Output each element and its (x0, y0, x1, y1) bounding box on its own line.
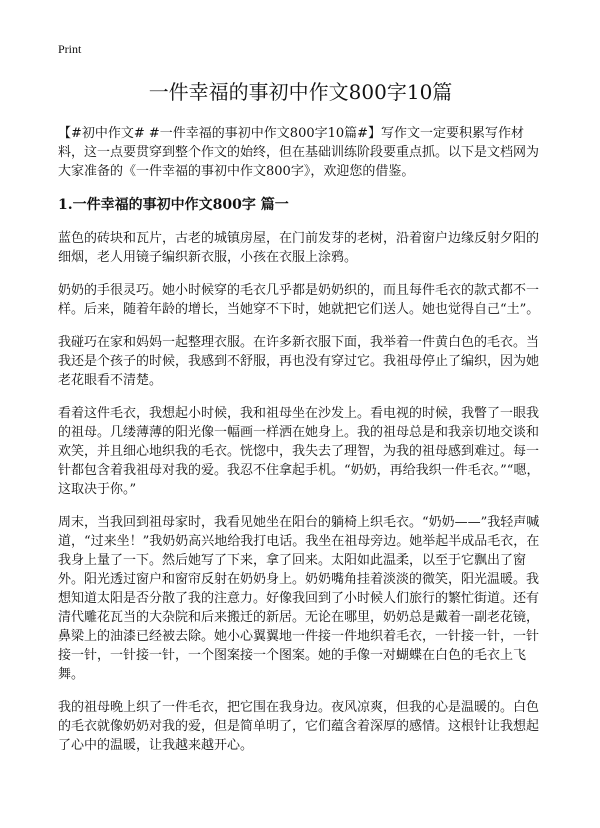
body-paragraph: 我碰巧在家和妈妈一起整理衣服。在许多新衣服下面，我举着一件黄白色的毛衣。当我还是个孩子的时候，我感到不舒服，再也没有穿过它。我祖母停止了编织，因为她老花眼看不清楚。 (58, 335, 540, 388)
intro-paragraph: 【#初中作文# #一件幸福的事初中作文800字10篇#】写作文一定要积累写作材料，这一点要贯穿到整个作文的始终，但在基础训练阶段要重点抓。以下是文档网为大家准备的《一件幸福的事初中作文800字》，欢迎您的借鉴。 (58, 126, 540, 179)
body-paragraph: 我的祖母晚上织了一件毛衣，把它围在我身边。夜风凉爽，但我的心是温暖的。白色的毛衣就像奶奶对我的爱，但是简单明了，它们蕴含着深厚的感情。这根针让我想起了心中的温暖，让我越来越开心。 (58, 700, 540, 753)
body-paragraph: 蓝色的砖块和瓦片，古老的城镇房屋，在门前发芽的老树，沿着窗户边缘反射夕阳的细烟，老人用镜子编织新衣服，小孩在衣服上涂鸦。 (58, 231, 540, 265)
body-paragraph: 周末，当我回到祖母家时，我看见她坐在阳台的躺椅上织毛衣。“奶奶——”我轻声喊道，“过来坐！”我奶奶高兴地给我打电话。我坐在祖母旁边。她举起半成品毛衣，在我身上量了一下。然后她写了下来，拿了回来。太阳如此温柔，以至于它飘出了窗外。阳光透过窗户和窗帘反射在奶奶身上。奶奶嘴角挂着淡淡的微笑，阳光温暖。我想知道太阳是否分散了我的注意力。好像我回到了小时候人们旅行的繁忙街道。还有清代雕花瓦当的大杂院和后来搬迁的新居。无论在哪里，奶奶总是戴着一副老花镜，鼻梁上的油漆已经被去除。她小心翼翼地一件接一件地织着毛衣，一针接一针，一针接一针，一针接一针，一个图案接一个图案。她的手像一对蝴蝶在白色的毛衣上飞舞。 (58, 515, 540, 682)
print-label: Print (58, 42, 82, 56)
body-paragraph: 看着这件毛衣，我想起小时候，我和祖母坐在沙发上。看电视的时候，我瞥了一眼我的祖母。几缕薄薄的阳光像一幅画一样洒在她身上。我的祖母总是和我亲切地交谈和欢笑，并且细心地织我的毛衣。恍惚中，我失去了理智，为我的祖母感到难过。每一针都包含着我祖母对我的爱。我忍不住拿起手机。“奶奶，再给我织一件毛衣。”“嗯，这取决于你。” (58, 406, 540, 497)
document-title: 一件幸福的事初中作文800字10篇 (148, 80, 453, 104)
section-heading: 1.一件幸福的事初中作文800字 篇一 (58, 197, 289, 213)
body-paragraph: 奶奶的手很灵巧。她小时候穿的毛衣几乎都是奶奶织的，而且每件毛衣的款式都不一样。后来，随着年龄的增长，当她穿不下时，她就把它们送人。她也觉得自己“土”。 (58, 283, 540, 317)
